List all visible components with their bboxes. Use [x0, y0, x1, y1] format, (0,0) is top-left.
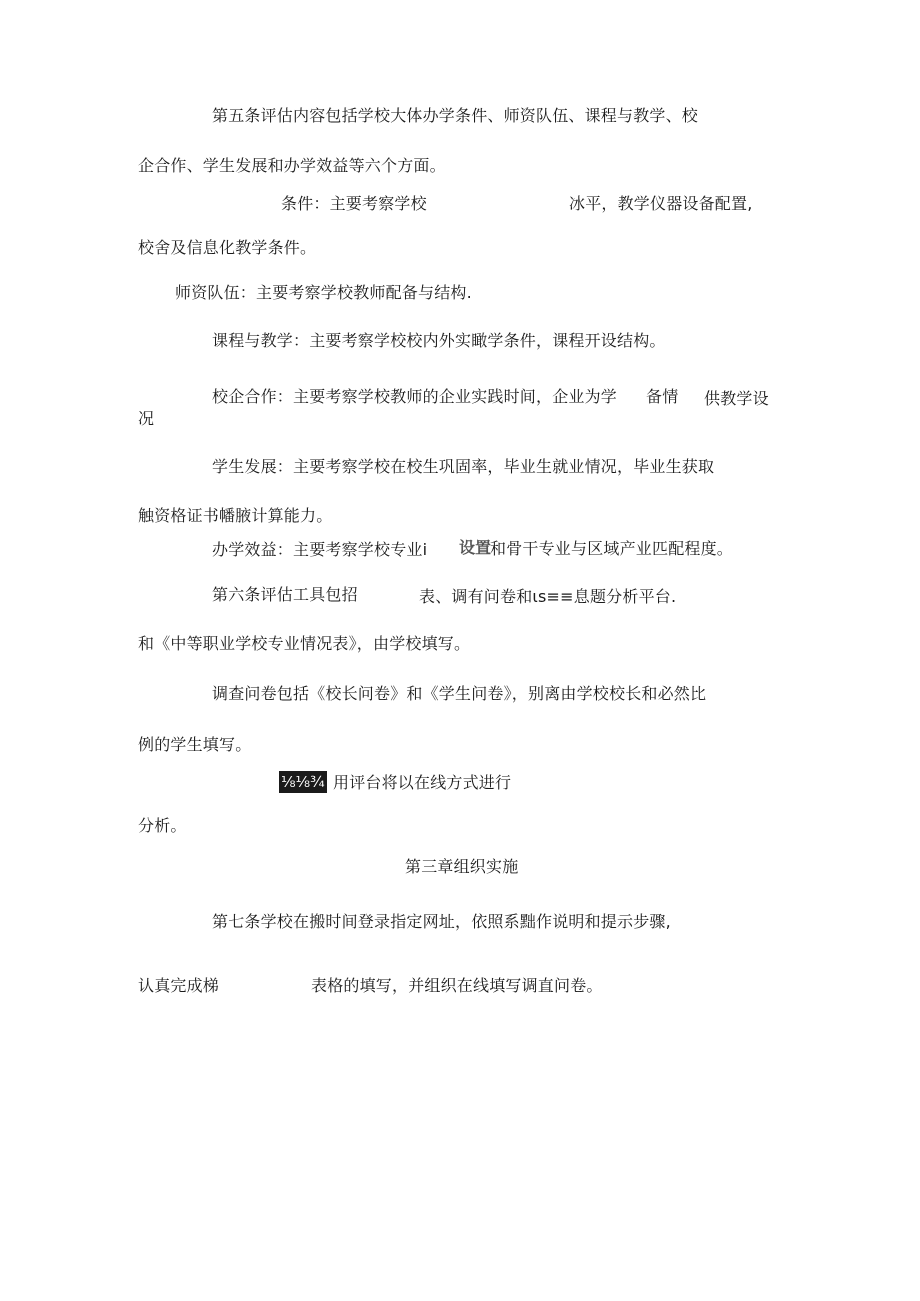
conditions-line-1-part-b: 冰平，教学仪器设备配置,: [569, 194, 753, 213]
article-7-line-1: 第七条学校在搬时间登录指定网址，依照系黜作说明和提示步骤,: [212, 912, 671, 931]
platform-line-2: 分析。: [138, 816, 187, 835]
conditions-line-1-part-a: 条件：主要考察学校: [281, 194, 427, 213]
student-development-line-1: 学生发展：主要考察学校在校生巩固率，毕业生就业情况，毕业生获取: [212, 457, 715, 476]
article-6-line-1-part-a: 第六条评估工具包招: [212, 585, 358, 604]
cooperation-line-1-part-b: 备情: [646, 387, 679, 406]
platform-line-1: 用评台将以在线方式进行: [333, 773, 512, 792]
article-5-line-1: 第五条评估内容包括学校大体办学条件、师资队伍、课程与教学、校: [212, 106, 699, 125]
article-6-line-2: 和《中等职业学校专业情况表》，由学校填写。: [138, 634, 471, 653]
article-7-line-2-part-b: 表格的填写，并组织在线填写调直问卷。: [311, 976, 603, 995]
benefit-scan-artifact: 设置: [459, 538, 492, 557]
article-5-line-2: 企合作、学生发展和办学效益等六个方面。: [138, 156, 446, 175]
course-line: 课程与教学：主要考察学校校内外实瞰学条件，课程开设结构。: [212, 331, 666, 350]
article-6-line-1-part-b: 表、调有问卷和ιs≡≡息题分析平台.: [419, 587, 677, 606]
benefit-line-part-a: 办学效益：主要考察学校专业i: [212, 540, 428, 559]
benefit-line-part-b: 和骨干专业与区域产业匹配程度。: [490, 539, 734, 558]
teachers-line: 师资队伍：主要考察学校教师配备与结构.: [175, 283, 472, 302]
article-7-line-2-part-a: 认真完成梯: [138, 976, 220, 995]
platform-scan-artifact: ⅛⅛¾: [281, 773, 325, 791]
conditions-line-2: 校舍及信息化教学条件。: [138, 238, 317, 257]
survey-line-1: 调查问卷包括《校长问卷》和《学生问卷》，别离由学校校长和必然比: [212, 684, 707, 703]
cooperation-line-1-part-c: 供教学设: [704, 389, 769, 408]
cooperation-line-1-part-a: 校企合作：主要考察学校教师的企业实践时间，企业为学: [212, 387, 618, 406]
survey-line-2: 例的学生填写。: [138, 735, 252, 754]
chapter-3-heading: 第三章组织实施: [405, 857, 519, 876]
cooperation-line-2: 况: [138, 409, 155, 428]
student-development-line-2: 触资格证书幡腋计算能力。: [138, 506, 333, 525]
